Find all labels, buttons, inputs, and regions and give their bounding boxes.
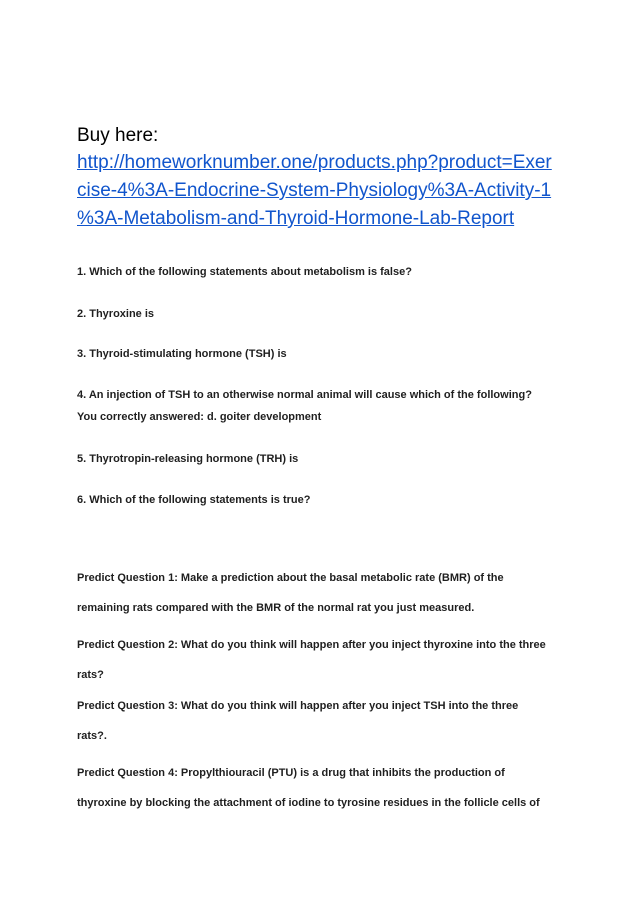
predict-question-3 [77,698,587,744]
question-1: 1. Which of the following statements about metabolism is false? [77,266,412,278]
question-3: 3. Thyroid-stimulating hormone (TSH) is [77,348,287,360]
product-link-line[interactable]: http://homeworknumber.one/products.php?product=Exer [77,152,552,173]
product-link[interactable] [77,149,577,233]
predict-question-line: remaining rats compared with the BMR of the normal rat you just measured. [77,602,475,614]
predict-question-line: Predict Question 1: Make a prediction about the basal metabolic rate (BMR) of the [77,572,504,584]
question-4-answer: You correctly answered: d. goiter development [77,411,322,423]
predict-question-line: rats? [77,669,104,681]
predict-question-4 [77,765,587,811]
question-5: 5. Thyrotropin-releasing hormone (TRH) is [77,453,299,465]
product-link-line[interactable]: cise-4%3A-Endocrine-System-Physiology%3A-Activity-1 [77,180,552,201]
product-link-line[interactable]: %3A-Metabolism-and-Thyroid-Hormone-Lab-Report [77,208,515,229]
question-4: 4. An injection of TSH to an otherwise normal animal will cause which of the following? [77,389,532,401]
question-2: 2. Thyroxine is [77,308,155,320]
predict-question-line: Predict Question 4: Propylthiouracil (PTU) is a drug that inhibits the production of [77,767,505,779]
predict-question-line: thyroxine by blocking the attachment of iodine to tyrosine residues in the follicle cells of [77,797,540,809]
predict-question-2 [77,637,587,683]
predict-question-line: Predict Question 2: What do you think will happen after you inject thyroxine into the three [77,639,546,651]
question-6: 6. Which of the following statements is true? [77,494,311,506]
predict-question-1 [77,570,587,616]
buy-here-label: Buy here: [77,125,159,146]
predict-question-line: Predict Question 3: What do you think will happen after you inject TSH into the three [77,700,519,712]
predict-question-line: rats?. [77,730,107,742]
